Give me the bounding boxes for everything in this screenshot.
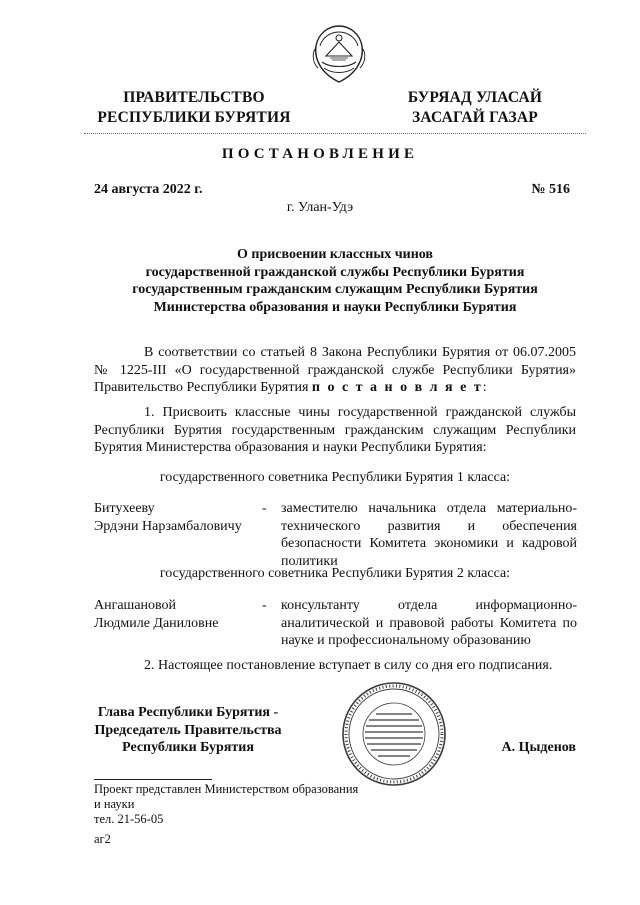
document-code: аг2 <box>94 832 111 846</box>
government-name-line: ЗАСАГАЙ ГАЗАР <box>412 109 538 126</box>
dash-separator: - <box>262 598 267 613</box>
footer-rule <box>94 779 212 780</box>
government-name-line: РЕСПУБЛИКИ БУРЯТИЯ <box>97 109 291 126</box>
signer-name: А. Цыденов <box>501 740 576 755</box>
footer-line: тел. 21-56-05 <box>94 812 164 826</box>
official-seal-icon <box>340 680 448 788</box>
given-names: Людмиле Даниловне <box>94 615 219 631</box>
title-line: государственной гражданской службы Республики Бурятия <box>145 264 525 280</box>
signer-title-line: Глава Республики Бурятия - <box>97 705 279 720</box>
signer-title <box>88 704 288 757</box>
header-divider <box>84 133 586 134</box>
footer-line: и науки <box>94 797 135 811</box>
footer-line: Проект представлен Министерством образования <box>94 782 359 796</box>
rank-heading-1: государственного советника Республики Бурятия 1 класса: <box>159 470 511 485</box>
title-line: государственным гражданским служащим Республики Бурятия <box>132 282 538 297</box>
government-name-line: ПРАВИТЕЛЬСТВО <box>123 89 265 106</box>
person-position-1: заместителю начальника отдела материально-технического развития и обеспечения безопасности Комитета экономики и кадровой политики <box>281 501 577 569</box>
person-name-2 <box>94 597 264 632</box>
document-city: г. Улан-Удэ <box>286 200 354 215</box>
given-names: Эрдэни Нарзамбаловичу <box>94 518 242 534</box>
surname: Битухееву <box>94 501 155 516</box>
rank-heading-2: государственного советника Республики Бурятия 2 класса: <box>159 566 511 581</box>
item-2-paragraph: 2. Настоящее постановление вступает в силу со дня его подписания. <box>144 658 553 673</box>
dash-separator: - <box>262 501 267 516</box>
government-name-russian <box>84 88 304 128</box>
government-name-buryat <box>380 88 570 128</box>
person-position-2: консультанту отдела информационно-аналитической и правовой работы Комитета по науке и профессиональному образованию <box>281 598 577 648</box>
surname: Ангашановой <box>94 598 177 613</box>
preamble-paragraph <box>94 344 576 397</box>
title-line: О присвоении классных чинов <box>237 247 433 262</box>
document-number: № 516 <box>531 182 570 197</box>
government-name-line: БУРЯАД УЛАСАЙ <box>407 89 543 106</box>
document-date: 24 августа 2022 г. <box>94 182 203 197</box>
document-type: ПОСТАНОВЛЕНИЕ <box>221 146 419 162</box>
document-title <box>84 246 586 316</box>
title-line: Министерства образования и науки Республики Бурятия <box>153 299 517 315</box>
coat-of-arms-icon <box>308 22 370 86</box>
resolves-colon: : <box>482 380 487 395</box>
signer-title-line: Председатель Правительства <box>94 722 282 738</box>
preamble-text: В соответствии со статьей 8 Закона Республики Бурятия от 06.07.2005 № 1225-III «О государственной гражданской службе Республики Бурятия» Правительство Республики Бурятия <box>94 345 576 395</box>
signer-title-line: Республики Бурятия <box>122 740 254 755</box>
footer-note <box>94 782 374 827</box>
person-name-1 <box>94 500 264 535</box>
item-1-paragraph: 1. Присвоить классные чины государственной гражданской службы Республики Бурятия государственным гражданским служащим Республики Бурятия Министерства образования и науки Республики Бурятия: <box>94 405 576 455</box>
resolves-word: п о с т а н о в л я е т <box>311 380 483 395</box>
